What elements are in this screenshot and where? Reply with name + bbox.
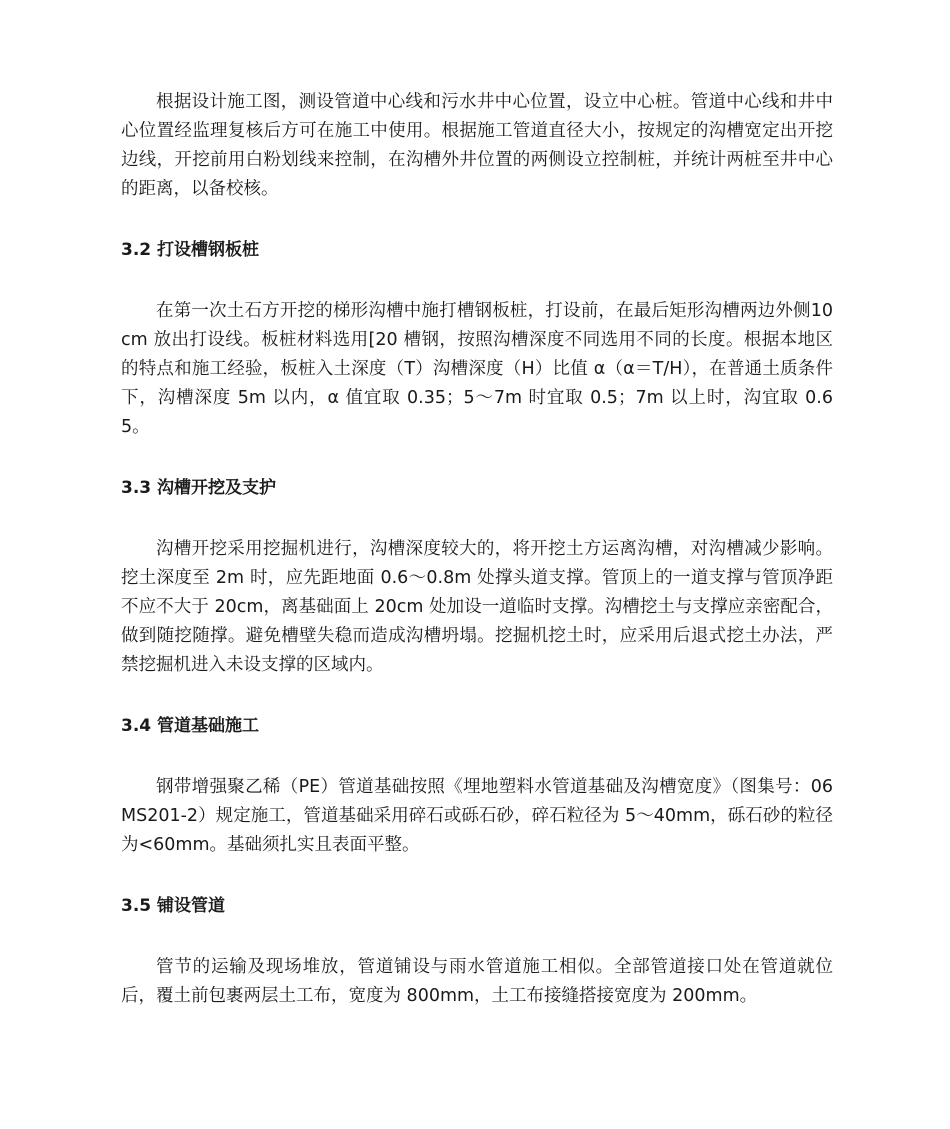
paragraph-sheet-piles: 在第一次土石方开挖的梯形沟槽中施打槽钢板桩，打设前，在最后矩形沟槽两边外侧10cm 放出打设线。板桩材料选用[20 槽钢，按照沟槽深度不同选用不同的长度。根据本地区的特点和施工经验，板桩入土深度（T）沟槽深度（H）比值 α（α＝T/H），在普通土质条件下，沟槽深度 5m 以内，α 值宜取 0.35；5～7m 时宜取 0.5；7m 以上时，沟宜取 0.65。 (121, 301, 833, 437)
document-page (121, 88, 833, 1011)
paragraph-trench-excavation: 沟槽开挖采用挖掘机进行，沟槽深度较大的，将开挖土方运离沟槽，对沟槽减少影响。挖土深度至 2m 时，应先距地面 0.6～0.8m 处撑头道支撑。管顶上的一道支撑与管顶净距不应不大于 20cm，离基础面上 20cm 处加设一道临时支撑。沟槽挖土与支撑应亲密配合，做到随挖随撑。避免槽壁失稳而造成沟槽坍塌。挖掘机挖土时，应采用后退式挖土办法，严禁挖掘机进入未设支撑的区域内。 (121, 539, 833, 675)
heading-3-5: 3.5 铺设管道 (121, 896, 226, 916)
paragraph-pipe-foundation: 钢带增强聚乙稀（PE）管道基础按照《埋地塑料水管道基础及沟槽宽度》（图集号：06MS201-2）规定施工，管道基础采用碎石或砾石砂，碎石粒径为 5～40mm，砾石砂的粒径为<60mm。基础须扎实且表面平整。 (121, 777, 833, 855)
heading-3-2: 3.2 打设槽钢板桩 (121, 240, 260, 260)
paragraph-pipe-laying: 管节的运输及现场堆放，管道铺设与雨水管道施工相似。全部管道接口处在管道就位后，覆土前包裹两层土工布，宽度为 800mm，土工布接缝搭接宽度为 200mm。 (121, 957, 833, 1006)
heading-3-3: 3.3 沟槽开挖及支护 (121, 478, 277, 498)
paragraph-survey: 根据设计施工图，测设管道中心线和污水井中心位置，设立中心桩。管道中心线和井中心位置经监理复核后方可在施工中使用。根据施工管道直径大小，按规定的沟槽宽定出开挖边线，开挖前用白粉划线来控制，在沟槽外井位置的两侧设立控制桩，并统计两桩至井中心的距离，以备校核。 (121, 92, 833, 199)
heading-3-4: 3.4 管道基础施工 (121, 716, 260, 736)
